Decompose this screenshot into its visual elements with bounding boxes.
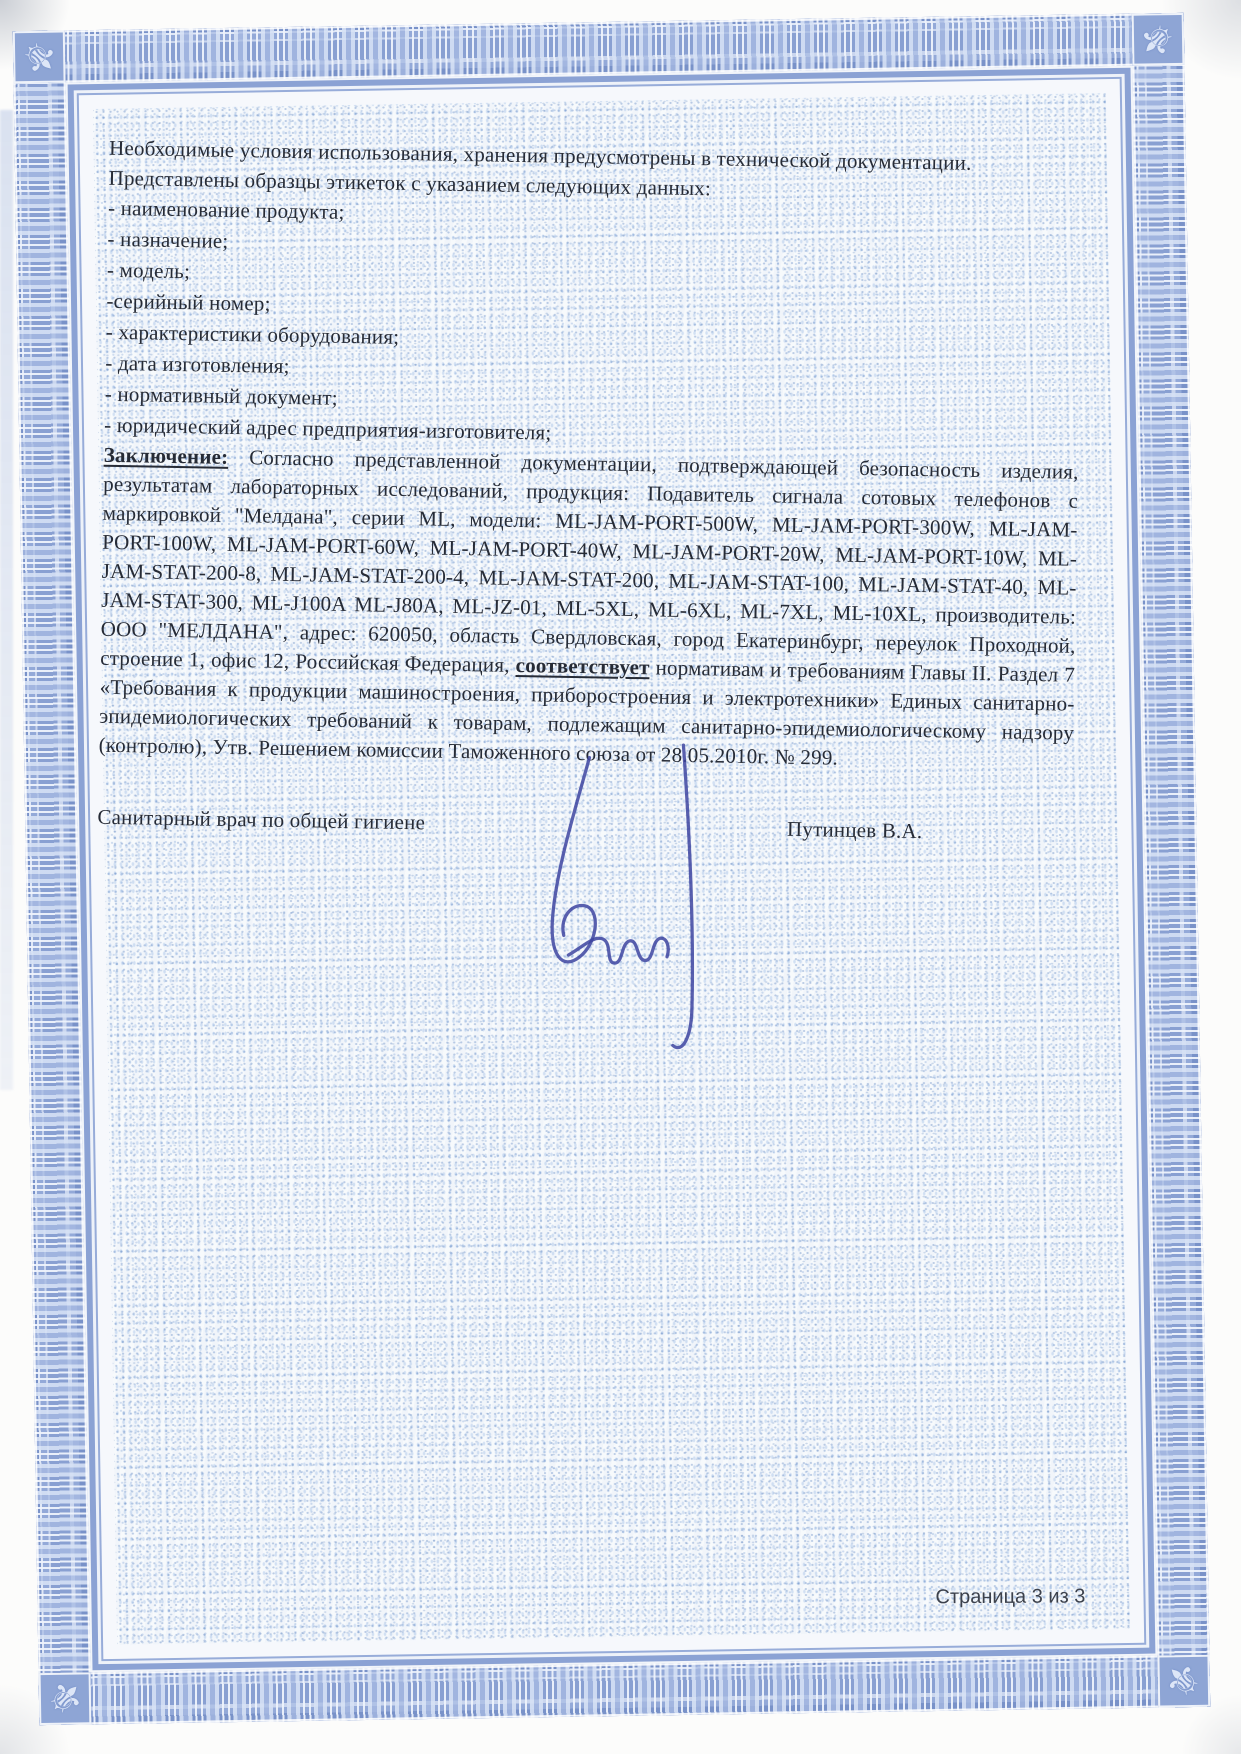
border-band-left (8, 26, 96, 1730)
fleur-ornament-icon: ⚜ (1152, 1650, 1215, 1712)
label-item: -серийный номер; (106, 288, 271, 316)
paragraph-labels-intro: Представлены образцы этикеток с указанием следующих данных: (108, 165, 712, 201)
conclusion-emphasis: соответствует (515, 652, 650, 680)
signer-name: Путинцев В.А. (786, 816, 923, 844)
document-body-paper (93, 93, 1130, 1645)
certificate-sheet (8, 8, 1215, 1730)
label-item: - нормативный документ; (104, 381, 339, 410)
conclusion-label: Заключение: (103, 442, 229, 469)
label-item: - модель; (106, 257, 191, 284)
conclusion-text: Согласно представленной документации, подтверждающей безопасность изделия, результатам лабораторных исследований, продукция: Подавитель сигнала сотовых телефонов с маркировкой "Мелдана", серии ML, модели: ML-JAM-PORT-500W, ML-JAM-PORT-300W, ML-JAM-PORT-100W, ML-JAM-PORT-60W, ML-JAM-PORT-40W, ML-JAM-PORT-20W, ML-JAM-PORT-10W, ML-JAM-STAT-200-8, ML-JAM-STAT-200-4, ML-JAM-STAT-200, ML-JAM-STAT-100, ML-JAM-STAT-40, ML-JAM-STAT-300, ML-J100A ML-J80A, ML-JZ-01, ML-5XL, ML-6XL, ML-7XL, ML-10XL, производитель: ООО "МЕЛДАНА", адрес: 620050, область Свердловская, город Екатеринбург, переулок Проходной, строение 1, офис 12, Российская Федерация, (100, 444, 1079, 677)
fleur-ornament-icon: ⚜ (34, 1667, 96, 1730)
label-item: - юридический адрес предприятия-изготовителя; (104, 412, 552, 445)
fleur-ornament-icon: ⚜ (1127, 8, 1189, 71)
page-number: Страница 3 из 3 (935, 1585, 1086, 1609)
border-band-top (8, 8, 1189, 88)
conclusion-tail: нормативам и требованиям Главы II. Раздел 7 «Требования к продукции машиностроения, приборостроения и электротехники» Единых санитарно-эпидемиологических требований к товарам, подлежащим санитарно-эпидемиологическому надзору (контролю), Утв. Решением комиссии Таможенного союза от 28.05.2010г. № 299. (98, 655, 1076, 770)
fleur-ornament-icon: ⚜ (8, 26, 71, 88)
label-item: - назначение; (107, 226, 229, 253)
label-item: - дата изготовления; (105, 350, 290, 378)
signature-ink (495, 737, 730, 1071)
paragraph-conditions: Необходимые условия использования, хранения предусмотрены в технической документации. (108, 135, 972, 175)
paragraph-conclusion (98, 441, 1078, 777)
border-band-bottom (34, 1650, 1215, 1730)
border-band-right (1127, 8, 1215, 1712)
label-item: - наименование продукта; (107, 195, 345, 224)
signer-role: Санитарный врач по общей гигиене (97, 804, 426, 835)
label-item: - характеристики оборудования; (105, 319, 400, 349)
